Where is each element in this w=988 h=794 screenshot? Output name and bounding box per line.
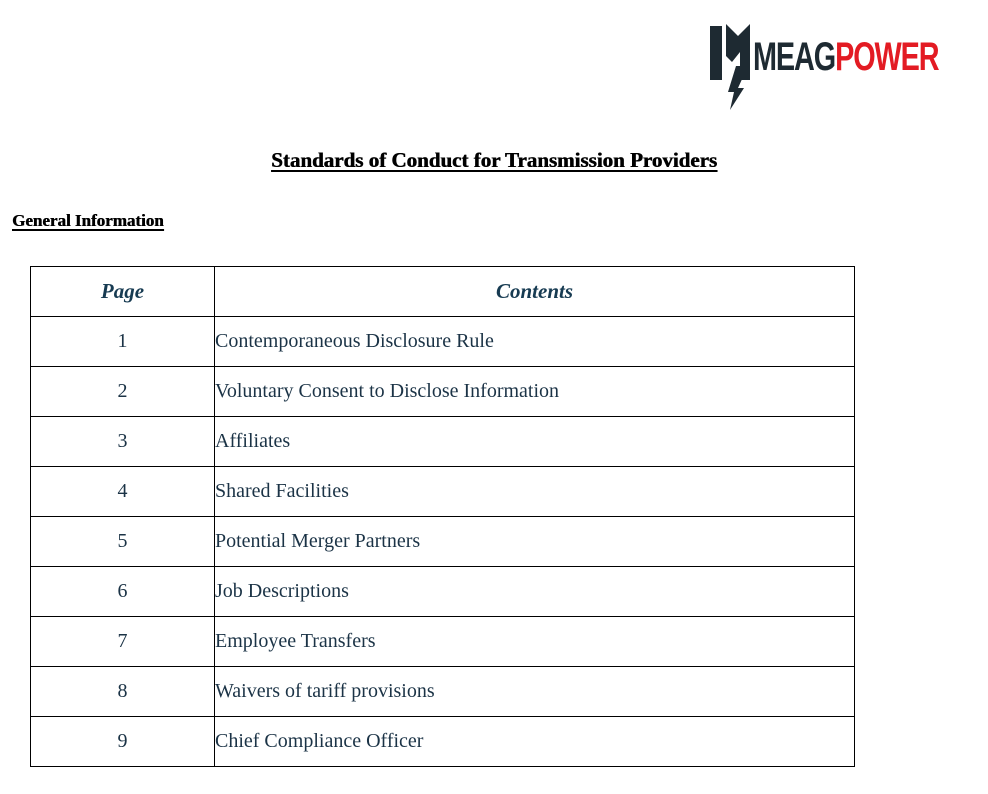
table-row bbox=[31, 517, 855, 567]
table-row bbox=[31, 417, 855, 467]
document-title: Standards of Conduct for Transmission Providers bbox=[271, 148, 717, 172]
contents-item: Employee Transfers bbox=[215, 617, 855, 667]
table-row bbox=[31, 567, 855, 617]
contents-item: Job Descriptions bbox=[215, 567, 855, 617]
page-number: 1 bbox=[31, 317, 215, 367]
contents-item: Waivers of tariff provisions bbox=[215, 667, 855, 717]
page-number: 3 bbox=[31, 417, 215, 467]
table-row bbox=[31, 717, 855, 767]
contents-item: Chief Compliance Officer bbox=[215, 717, 855, 767]
table-header-row bbox=[31, 267, 855, 317]
table-row bbox=[31, 317, 855, 367]
page-number: 6 bbox=[31, 567, 215, 617]
table-row bbox=[31, 367, 855, 417]
logo-text-meag: MEAG bbox=[753, 35, 836, 79]
logo-wordmark bbox=[753, 35, 938, 79]
meag-power-logo bbox=[708, 22, 939, 112]
contents-table bbox=[30, 266, 855, 767]
page-number: 4 bbox=[31, 467, 215, 517]
table-row bbox=[31, 467, 855, 517]
section-heading: General Information bbox=[12, 211, 164, 230]
contents-item: Voluntary Consent to Disclose Information bbox=[215, 367, 855, 417]
table-row bbox=[31, 617, 855, 667]
page-number: 5 bbox=[31, 517, 215, 567]
page-number: 2 bbox=[31, 367, 215, 417]
contents-item: Shared Facilities bbox=[215, 467, 855, 517]
table-row bbox=[31, 667, 855, 717]
page-column-header: Page bbox=[31, 267, 215, 317]
contents-item: Potential Merger Partners bbox=[215, 517, 855, 567]
contents-column-header: Contents bbox=[215, 267, 855, 317]
contents-item: Affiliates bbox=[215, 417, 855, 467]
page-number: 8 bbox=[31, 667, 215, 717]
logo-text-power: POWER bbox=[835, 35, 939, 79]
contents-item: Contemporaneous Disclosure Rule bbox=[215, 317, 855, 367]
page-number: 9 bbox=[31, 717, 215, 767]
page-number: 7 bbox=[31, 617, 215, 667]
